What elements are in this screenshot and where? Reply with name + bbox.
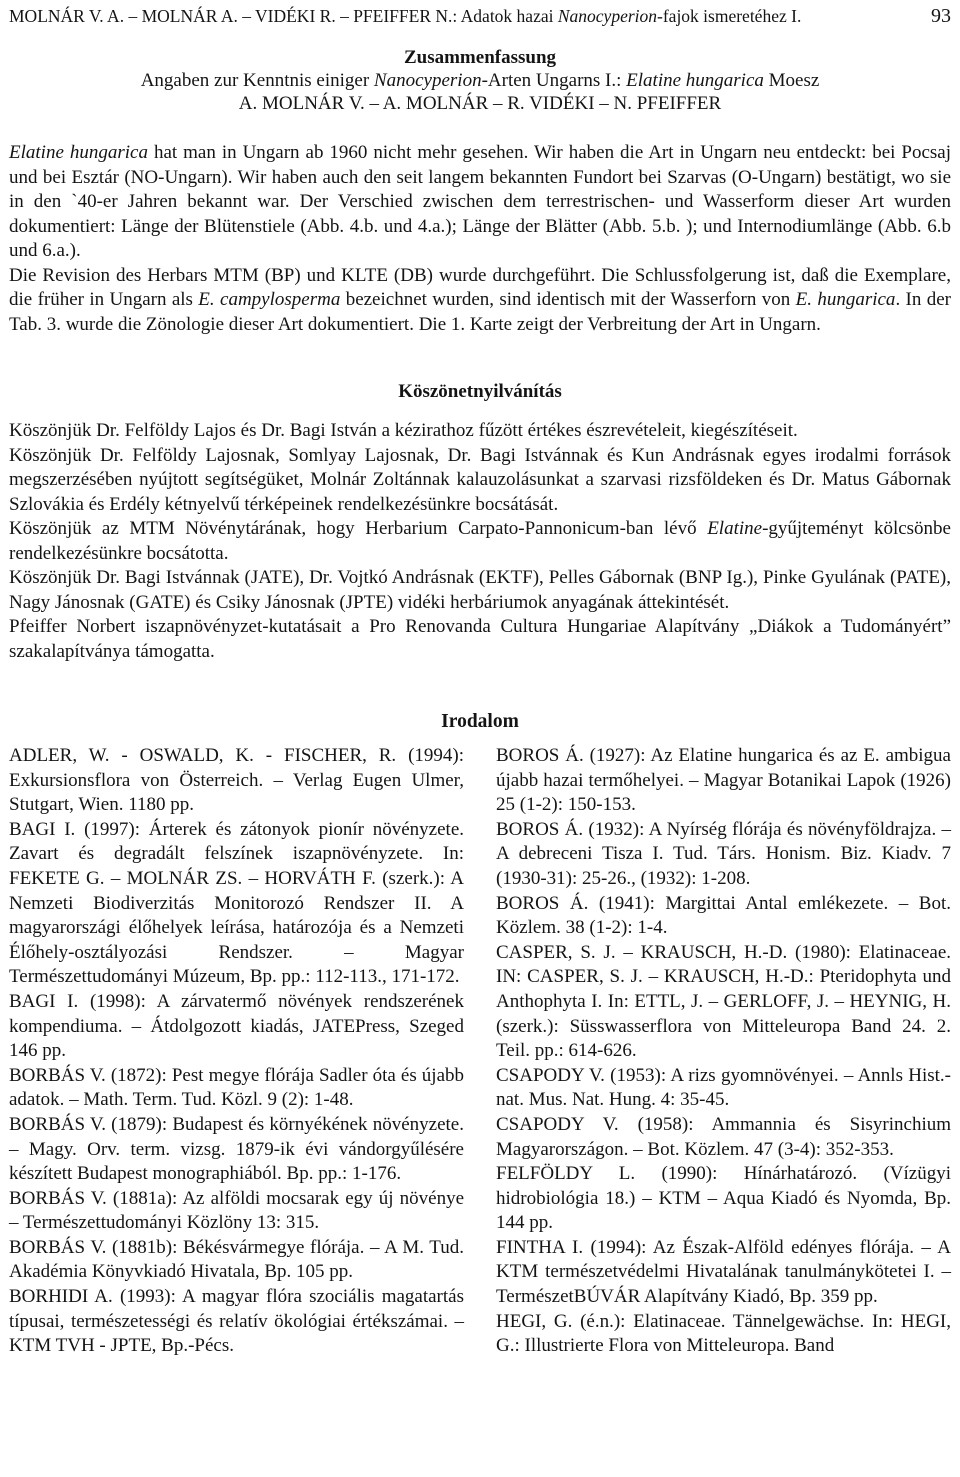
acknowledgements-title: Köszönetnyilvánítás: [398, 381, 562, 402]
references-column-left: [9, 744, 464, 1359]
reference-entry: BORBÁS V. (1879): Budapest és környékének növényzete. – Magy. Orv. term. vizsg. 1879-ik évi vándorgyűlésére készített Budapest monographiából. Bp. pp.: 1-176.: [9, 1113, 464, 1185]
reference-entry: BORHIDI A. (1993): A magyar flóra szociális magatartás típusai, természetességi és relatív ökológiai értékszámai. – KTM TVH - JPTE, Bp.-Pécs.: [9, 1286, 464, 1357]
summary-subtitle: [9, 69, 951, 92]
summary-heading-block: [9, 46, 951, 115]
header-authors: MOLNÁR V. A. – MOLNÁR A. – VIDÉKI R. – PFEIFFER N.: Adatok hazai: [9, 6, 558, 26]
page-number: 93: [931, 5, 951, 27]
references-column-right: [496, 744, 951, 1359]
reference-entry: ADLER, W. - OSWALD, K. - FISCHER, R. (1994): Exkursionsflora von Österreich. – Verlag Eugen Ulmer, Stutgart, Wien. 1180 pp.: [9, 745, 464, 816]
reference-entry: BOROS Á. (1927): Az Elatine hungarica és az E. ambigua újabb hazai termőhelyei. – Magyar Botanikai Lapok (1926) 25 (1-2): 150-153.: [496, 745, 951, 816]
reference-entry: HEGI, G. (é.n.): Elatinaceae. Tännelgewächse. In: HEGI, G.: Illustrierte Flora von Mitteleuropa. Band: [496, 1310, 951, 1357]
summary-species-name: E. hungarica: [795, 289, 896, 310]
summary-subtitle-genus: Nanocyperion: [373, 70, 482, 91]
summary-species-name: E. campylosperma: [198, 289, 341, 310]
summary-paragraph-1: [9, 141, 951, 264]
summary-paragraph-text: hat man in Ungarn ab 1960 nicht mehr gesehen. Wir haben die Art in Ungarn neu entdeckt: bei Pocsaj und bei Esztár (NO-Ungarn). Wir haben auch den seit langem bekannten Fundort bei Szarvas (O-Ungarn) bestätigt, wo sie in den `40-er Jahren bekannt war. Der Verschied zwischen dem terrestrischen- und Wasserform dieser Art wurden dokumentiert: Länge der Blütenstiele (Abb. 4.b. und 4.a.); Länge der Blätter (Abb. 5.b. ); und Internodiumlänge (Abb. 6.b und 6.a.).: [9, 142, 952, 261]
ack-genus: Elatine: [707, 518, 763, 539]
summary-paragraph-2: [9, 264, 951, 338]
ack-paragraph: [9, 517, 951, 566]
reference-entry: BORBÁS V. (1872): Pest megye flórája Sadler óta és újabb adatok. – Math. Term. Tud. Közl. 9 (2): 1-48.: [9, 1064, 464, 1111]
reference-entry: FELFÖLDY L. (1990): Hínárhatározó. (Vízügyi hidrobiológia 18.) – KTM – Aqua Kiadó és Nyomda, Bp. 144 pp.: [496, 1163, 951, 1234]
reference-entry: FINTHA I. (1994): Az Észak-Alföld edényes flórája. – A KTM természetvédelmi Hivatalának tanulmánykötetei I. – TermészetBÚVÁR Alapítvány Kiadó, Bp. 359 pp.: [496, 1236, 951, 1308]
header-title-rest: -fajok ismeretéhez I.: [657, 6, 802, 26]
summary-subtitle-part: Angaben zur Kenntnis einiger: [140, 70, 374, 91]
ack-paragraph: Pfeiffer Norbert iszapnövényzet-kutatásait a Pro Renovanda Cultura Hungariae Alapítvány „Diákok a Tudományért” szakalapítványa támogatta.: [9, 616, 951, 662]
summary-species-name: Elatine hungarica: [9, 142, 148, 163]
header-genus: Nanocyperion: [557, 6, 658, 26]
reference-entry: CSAPODY V. (1953): A rizs gyomnövényei. – Annls Hist.-nat. Mus. Nat. Hung. 4: 35-45.: [496, 1064, 951, 1111]
reference-entry: BORBÁS V. (1881b): Békésvármegye flórája. – A M. Tud. Akadémia Könyvkiadó Hivatala, Bp. 105 pp.: [9, 1236, 464, 1283]
ack-paragraph: Köszönjük Dr. Felföldy Lajosnak, Somlyay Lajosnak, Dr. Bagi Istvánnak és Kun Andrásnak egyes irodalmi források megszerzésében nyújtott segítségüket, Molnár Zoltánnak kalauzolásunkat a szarvasi rizsföldeken és Dr. Matus Gábornak Szlovákia és Erdély kétnyelvű térképeinek rendelkezésünkre bocsátását.: [9, 444, 951, 515]
summary-title: Zusammenfassung: [403, 47, 557, 68]
reference-entry: BOROS Á. (1941): Margittai Antal emlékezete. – Bot. Közlem. 38 (1-2): 1-4.: [496, 892, 951, 939]
reference-entry: CSAPODY V. (1958): Ammannia és Sisyrinchium Magyarországon. – Bot. Közlem. 47 (3-4): 352-353.: [496, 1113, 951, 1160]
running-header: [9, 2, 951, 30]
reference-entry: BOROS Á. (1932): A Nyírség flórája és növényföldrajza. – A debreceni Tisza I. Tud. Társ. Honism. Biz. Kiadv. 7 (1930-31): 25-26., (1932): 1-208.: [496, 818, 951, 889]
acknowledgements-body: [9, 419, 951, 664]
summary-paragraph-text: bezeichnet wurden, sind identisch mit der Wasserforn von: [340, 289, 796, 310]
ack-text: Köszönjük az MTM Növénytárának, hogy Herbarium Carpato-Pannonicum-ban lévő: [9, 518, 708, 539]
ack-paragraph: Köszönjük Dr. Bagi Istvánnak (JATE), Dr. Vojtkó Andrásnak (EKTF), Pelles Gábornak (BNP Ig.), Pinke Gyulának (PATE), Nagy Jánosnak (GATE) és Csiky Jánosnak (JPTE) vidéki herbáriumok anyagának áttekintését.: [9, 567, 951, 613]
summary-authors: A. MOLNÁR V. – A. MOLNÁR – R. VIDÉKI – N. PFEIFFER: [238, 93, 722, 114]
summary-paragraph-text: . In der Tab. 3. wurde die Zönologie dieser Art dokumentiert. Die 1. Karte zeigt der Verbreitung der Art in Ungarn.: [9, 289, 951, 335]
reference-entry: BAGI I. (1998): A zárvatermő növények rendszerének kompendiuma. – Átdolgozott kiadás, JATEPress, Szeged 146 pp.: [9, 990, 464, 1062]
summary-body: [9, 141, 951, 337]
ack-text: -gyűjteményt kölcsönbe rendelkezésünkre bocsátotta.: [9, 518, 951, 564]
reference-entry: BAGI I. (1997): Árterek és zátonyok pionír növényzete. Zavart és degradált felszínek iszapnövényzete. In: FEKETE G. – MOLNÁR ZS. – HORVÁTH F. (szerk.): A Nemzeti Biodiverzitás Monitorozó Rendszer II. A magyarországi élőhelyek leírása, határozója és a Nemzeti Élőhely-osztályozási Rendszer. – Magyar Természettudományi Múzeum, Bp. pp.: 112-113., 171-172.: [9, 818, 464, 988]
summary-subtitle-species: Elatine hungarica: [626, 70, 764, 91]
ack-paragraph: Köszönjük Dr. Felföldy Lajos és Dr. Bagi István a kézirathoz fűzött értékes észrevételeit, kiegészítéseit.: [9, 420, 798, 441]
summary-paragraph-text: Die Revision des Herbars MTM (BP) und KLTE (DB) wurde durchgeführt. Die Schlussfolgerung ist, daß die Exemplare, die früher in Ungarn als: [9, 264, 951, 310]
reference-entry: BORBÁS V. (1881a): Az alföldi mocsarak egy új növénye – Természettudományi Közlöny 13: 315.: [9, 1187, 464, 1234]
summary-subtitle-part: Moesz: [763, 70, 820, 91]
reference-entry: CASPER, S. J. – KRAUSCH, H.-D. (1980): Elatinaceae. IN: CASPER, S. J. – KRAUSCH, H.-D.: Pteridophyta und Anthophyta I. In: ETTL, J. – GERLOFF, J. – HEYNIG, H. (szerk.): Süsswasserflora von Mitteleuropa Band 24. 2. Teil. pp.: 614-626.: [496, 941, 951, 1062]
summary-subtitle-part: -Arten Ungarns I.:: [481, 70, 627, 91]
references-title: Irodalom: [441, 711, 519, 732]
